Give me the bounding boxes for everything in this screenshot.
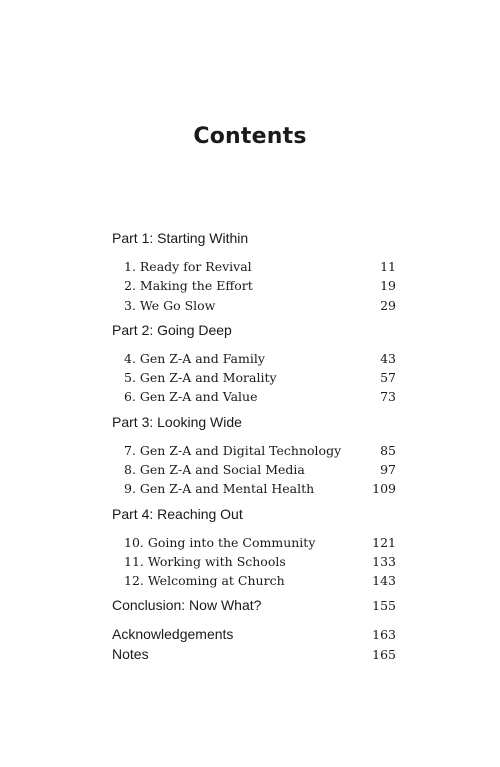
part-heading-1: Part 1: Starting Within [112,230,249,246]
chapter-title: 12. Welcoming at Church [124,573,285,589]
page-title: Contents [193,124,307,149]
toc-entry [112,460,396,479]
page-number: 109 [372,481,396,497]
toc-entry [112,349,396,368]
back-matter-title: Notes [112,645,149,662]
page-number: 19 [380,278,396,294]
toc-entry [112,479,396,498]
toc-entry [112,552,396,571]
toc-entry [112,571,396,590]
conclusion-title: Conclusion: Now What? [112,596,262,613]
toc-entry [112,533,396,552]
toc-entry [112,368,396,387]
page-number: 29 [380,297,396,313]
chapter-title: 6. Gen Z-A and Value [124,389,258,405]
part-heading-2: Part 2: Going Deep [112,321,232,338]
page-number: 85 [380,442,396,458]
page-number: 43 [380,350,396,366]
page-number: 155 [372,597,396,613]
part-heading-3: Part 3: Looking Wide [112,413,242,430]
toc-entry [112,387,396,406]
chapter-title: 11. Working with Schools [124,553,286,569]
page-number: 163 [372,627,396,643]
chapter-title: 7. Gen Z-A and Digital Technology [124,442,342,458]
chapter-title: 10. Going into the Community [124,534,316,550]
notes-entry [112,645,396,665]
page-number: 57 [380,370,396,386]
chapter-title: 8. Gen Z-A and Social Media [124,462,305,478]
chapter-title: 4. Gen Z-A and Family [124,350,265,366]
part-heading-4: Part 4: Reaching Out [112,505,243,522]
chapter-title: 3. We Go Slow [124,297,216,313]
conclusion-entry [112,596,396,616]
page-number: 73 [380,389,396,405]
toc-entry [112,276,396,295]
chapter-title: 2. Making the Effort [124,278,253,294]
page-number: 97 [380,462,396,478]
page-number: 165 [372,646,396,662]
chapter-title: 9. Gen Z-A and Mental Health [124,481,315,497]
page-number: 143 [372,573,396,589]
toc-entry [112,296,396,315]
page-number: 11 [380,259,396,274]
page-number: 121 [372,534,396,550]
chapter-title: 5. Gen Z-A and Morality [124,370,277,386]
table-of-contents [112,228,396,664]
acknowledgements-entry [112,625,396,645]
toc-entry [112,441,396,460]
chapter-title: 1. Ready for Revival [124,259,252,274]
page-number: 133 [372,553,396,569]
toc-entry [112,257,396,276]
back-matter-title: Acknowledgements [112,626,234,643]
